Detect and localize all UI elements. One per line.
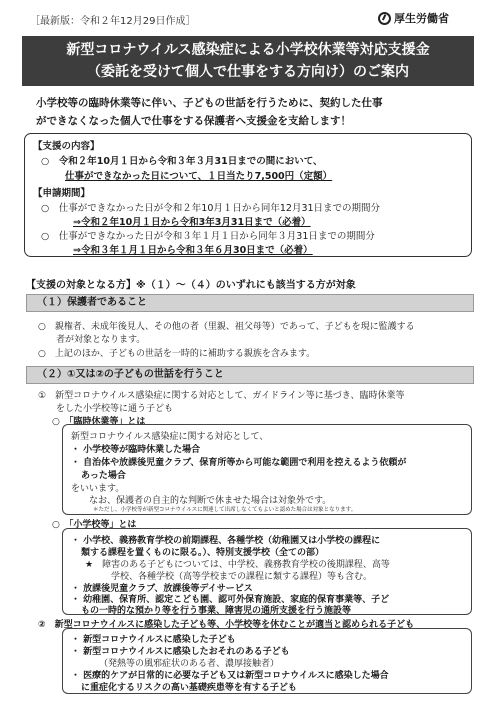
section-guardian-bar: （１）保護者であること	[26, 294, 474, 312]
school-line-3: ★ 障害のある子どもについては、中学校、義務教育学校の後期課程、高等	[85, 560, 390, 570]
sick-line-1: ・ 新型コロナウイルスに感染した子ども	[71, 635, 236, 645]
child-condition-1b: をした小学校等に通う子ども	[56, 404, 174, 414]
intro-text	[36, 94, 383, 130]
school-line-2: 類する課程を置くものに限る。）、特別支援学校（全ての部）	[81, 548, 325, 558]
title-line-1: 新型コロナウイルス感染症による小学校休業等対応支援金	[66, 42, 430, 58]
edition-date: ［最新版：令和２年12月29日作成］	[30, 16, 196, 27]
intro-line-1: 小学校等の臨時休業等に伴い、子どもの世話を行うために、契約した仕事	[36, 97, 383, 109]
sick-child-box	[62, 628, 472, 694]
period-2-line-b: ⇒令和３年１月１日から令和３年６月30日まで（必着）	[73, 245, 313, 256]
period-1-line-a: ○ 仕事ができなかった日が令和２年10月１日から同年12月31日までの期間分	[41, 203, 381, 214]
intro-line-2: ができなくなった個人で仕事をする保護者へ支援金を支給します！	[36, 115, 351, 127]
mhlw-logo-icon	[378, 12, 391, 25]
support-content-line-1: ○ 令和２年10月１日から令和３年３月31日までの間において、	[41, 156, 323, 167]
sick-line-3: （発熱等の風邪症状のある者、濃厚接触者）	[99, 659, 280, 669]
period-1-line-b: ⇒令和２年10月１日から令和3年3月31日まで（必着）	[73, 217, 311, 228]
title-banner	[22, 36, 474, 86]
temporary-closure-box	[62, 424, 472, 515]
closure-footnote: ＊ただし、小学校等が新型コロナウイルスに関連して出席しなくてもよいと認めた場合は対象となります。	[93, 507, 357, 513]
guardian-text-1b: 者が対象となります。	[56, 335, 146, 345]
ministry-logo	[378, 10, 449, 26]
target-heading: 【支援の対象となる方】※（１）～（４）のいずれにも該当する方が対象	[26, 280, 356, 291]
closure-line-1: 新型コロナウイルス感染症に関する対応として、	[71, 432, 269, 442]
guardian-text-2: ○ 上記のほか、子どもの世話を一時的に補助する親族を含みます。	[38, 349, 316, 359]
sick-line-2: ・ 新型コロナウイルスに感染したおそれのある子ども	[71, 647, 290, 657]
sick-line-5: に重症化するリスクの高い基礎疾患等を有する子ども	[81, 683, 297, 693]
school-line-4: 学校、各種学校（高等学校までの課程に類する課程）等も含む。	[111, 572, 373, 582]
support-box	[24, 133, 472, 257]
child-condition-2: ② 新型コロナウイルスに感染した子ども等、小学校等を休むことが適当と認められる子ども	[38, 620, 415, 630]
closure-line-5: をいいます。	[71, 484, 125, 494]
guardian-text-1a: ○ 親権者、未成年後見人、その他の者（里親、祖父母等）であって、子どもを現に監護する	[38, 322, 415, 332]
school-definition-box	[62, 528, 472, 615]
title-line-2: （委託を受けて個人で仕事をする方向け）のご案内	[87, 64, 409, 80]
school-line-7: もの一時的な預かり等を行う事業、障害児の通所支援を行う施設等	[81, 606, 352, 616]
temporary-closure-label: ○ 「臨時休業等」とは	[52, 417, 146, 427]
closure-line-3: ・ 自治体や放課後児童クラブ、保育所等から可能な範囲で利用を控えるよう依頼が	[71, 458, 407, 468]
closure-line-6: なお、保護者の自主的な判断で休ませた場合は対象外です。	[89, 496, 332, 506]
period-2-line-a: ○ 仕事ができなかった日が令和３年１月１日から同年３月31日までの期間分	[41, 231, 375, 242]
application-period-heading: 【申請期間】	[33, 188, 91, 199]
closure-line-2: ・ 小学校等が臨時休業した場合	[71, 445, 201, 455]
school-line-1: ・ 小学校、義務教育学校の前期課程、各種学校（幼稚園又は小学校の課程に	[71, 536, 381, 546]
child-condition-1a: ① 新型コロナウイルス感染症に関する対応として、ガイドライン等に基づき、臨時休業等	[38, 391, 405, 401]
support-content-line-2: 仕事ができなかった日について、１日当たり7,500円（定額）	[65, 171, 333, 182]
school-line-5: ・ 放課後児童クラブ、放課後等デイサービス	[71, 584, 253, 594]
school-line-6: ・ 幼稚園、保育所、認定こども園、認可外保育施設、家庭的保育事業等、子ど	[71, 595, 390, 605]
section-child-care-bar: （２）①又は②の子どもの世話を行うこと	[26, 366, 474, 384]
closure-line-4: あった場合	[81, 471, 126, 481]
sick-line-4: ・ 医療的ケアが日常的に必要な子ども又は新型コロナウイルスに感染した場合	[71, 671, 389, 681]
support-content-heading: 【支援の内容】	[33, 141, 100, 152]
school-definition-label: ○ 「小学校等」とは	[52, 520, 137, 530]
ministry-name: 厚生労働省	[394, 12, 449, 25]
